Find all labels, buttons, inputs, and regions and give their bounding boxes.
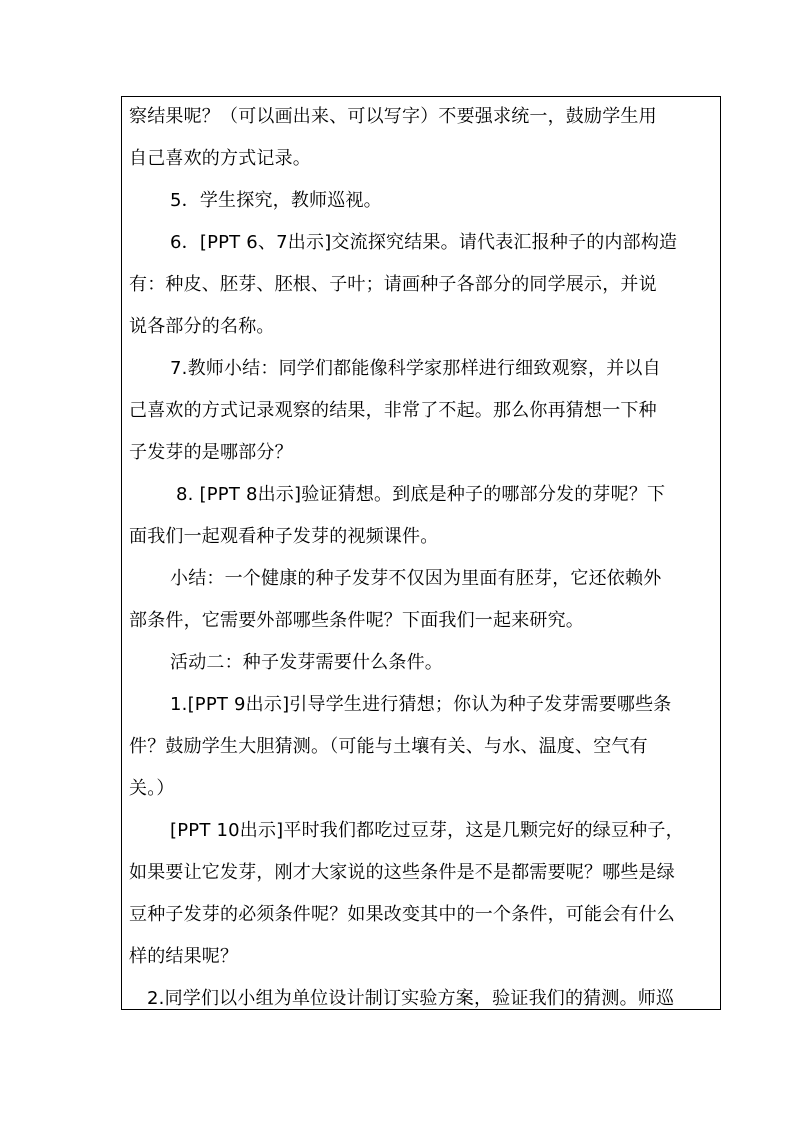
text-line: 说各部分的名称。 — [129, 316, 275, 337]
text-line: 8. [PPT 8出示]验证猜想。到底是种子的哪部分发的芽呢？下 — [176, 484, 666, 505]
text-line: 面我们一起观看种子发芽的视频课件。 — [129, 526, 439, 547]
text-line: 2.同学们以小组为单位设计制订实验方案，验证我们的猜测。师巡 — [147, 988, 675, 1009]
text-line: 样的结果呢？ — [129, 946, 239, 967]
text-line: 小结：一个健康的种子发芽不仅因为里面有胚芽，它还依赖外 — [170, 568, 662, 589]
text-line: 件？鼓励学生大胆猜测。（可能与土壤有关、与水、温度、空气有 — [129, 736, 648, 757]
text-line: 1.[PPT 9出示]引导学生进行猜想；你认为种子发芽需要哪些条 — [170, 694, 672, 715]
text-line: 7.教师小结：同学们都能像科学家那样进行细致观察，并以自 — [170, 358, 661, 379]
text-line: 关。） — [129, 778, 175, 799]
text-line: 5．学生探究，教师巡视。 — [170, 190, 382, 211]
text-line: 6．[PPT 6、7出示]交流探究结果。请代表汇报种子的内部构造 — [170, 232, 678, 253]
text-line: 自己喜欢的方式记录。 — [129, 148, 311, 169]
text-line: 己喜欢的方式记录观察的结果，非常了不起。那么你再猜想一下种 — [129, 400, 657, 421]
text-line: 察结果呢？（可以画出来、可以写字）不要强求统一，鼓励学生用 — [129, 106, 657, 127]
text-line: 部条件，它需要外部哪些条件呢？下面我们一起来研究。 — [129, 610, 584, 631]
text-line: 豆种子发芽的必须条件呢？如果改变其中的一个条件，可能会有什么 — [129, 904, 675, 925]
text-line: 如果要让它发芽，刚才大家说的这些条件是不是都需要呢？哪些是绿 — [129, 862, 675, 883]
text-line: 有：种皮、胚芽、胚根、子叶；请画种子各部分的同学展示，并说 — [129, 274, 657, 295]
text-line: 活动二：种子发芽需要什么条件。 — [170, 652, 443, 673]
text-line: [PPT 10出示]平时我们都吃过豆芽，这是几颗完好的绿豆种子， — [170, 820, 684, 841]
text-line: 子发芽的是哪部分？ — [129, 442, 293, 463]
